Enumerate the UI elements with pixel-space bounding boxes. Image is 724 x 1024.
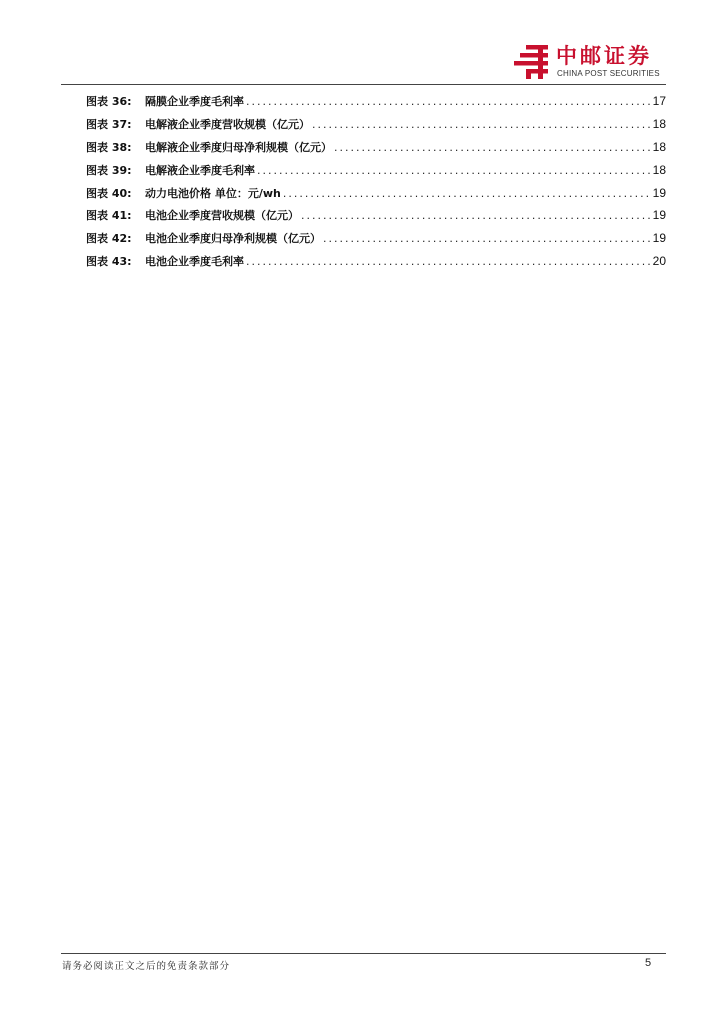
page-number: 18 [652, 116, 666, 131]
dot-leader [246, 95, 651, 108]
figure-title: 隔膜企业季度毛利率 [145, 95, 244, 108]
dot-leader [283, 187, 651, 200]
header-divider [61, 84, 666, 85]
figure-title: 电解液企业季度归母净利规模（亿元） [145, 140, 332, 154]
figure-title: 电池企业季度毛利率 [145, 255, 244, 269]
page-number: 18 [652, 139, 666, 154]
toc-row[interactable] [86, 139, 666, 162]
footer-page-number: 5 [645, 957, 652, 969]
toc-row[interactable] [86, 93, 666, 116]
figure-title: 电池企业季度营收规模（亿元） [145, 209, 299, 223]
dot-leader [257, 164, 651, 177]
toc-row[interactable] [86, 230, 666, 253]
brand-name-cn: 中邮证券 [556, 44, 652, 68]
dot-leader [334, 141, 651, 154]
dot-leader [301, 209, 651, 222]
dot-leader [323, 232, 651, 245]
toc-row[interactable] [86, 207, 666, 230]
figure-number: 图表 40: [86, 186, 132, 200]
figure-number: 图表 39: [86, 163, 132, 177]
footer-disclaimer: 请务必阅读正文之后的免责条款部分 [62, 961, 231, 972]
footer-divider [61, 953, 666, 954]
page-number: 20 [652, 254, 666, 269]
china-post-logo-icon [512, 44, 552, 80]
figure-number: 图表 37: [86, 117, 132, 131]
figure-number: 图表 36: [86, 95, 132, 108]
figure-title: 电解液企业季度营收规模（亿元） [145, 117, 310, 131]
page-number: 19 [652, 231, 666, 246]
page-number: 19 [652, 185, 666, 200]
toc-row[interactable] [86, 185, 666, 208]
company-logo [512, 44, 672, 80]
page-number: 18 [652, 162, 666, 177]
figure-title: 动力电池价格 单位：元/wh [145, 186, 281, 200]
figure-number: 图表 42: [86, 232, 132, 246]
figure-number: 图表 41: [86, 209, 132, 223]
dot-leader [312, 118, 651, 131]
figure-number: 图表 43: [86, 255, 132, 269]
page-number: 19 [652, 208, 666, 223]
dot-leader [246, 255, 651, 268]
brand-name-en: CHINA POST SECURITIES [557, 69, 660, 78]
toc-row[interactable] [86, 253, 666, 276]
toc-row[interactable] [86, 162, 666, 185]
figure-number: 图表 38: [86, 140, 132, 154]
figure-title: 电解液企业季度毛利率 [145, 163, 255, 177]
toc-row[interactable] [86, 116, 666, 139]
page-number: 17 [652, 94, 666, 108]
figure-title: 电池企业季度归母净利规模（亿元） [145, 232, 321, 246]
table-of-figures [86, 93, 666, 276]
